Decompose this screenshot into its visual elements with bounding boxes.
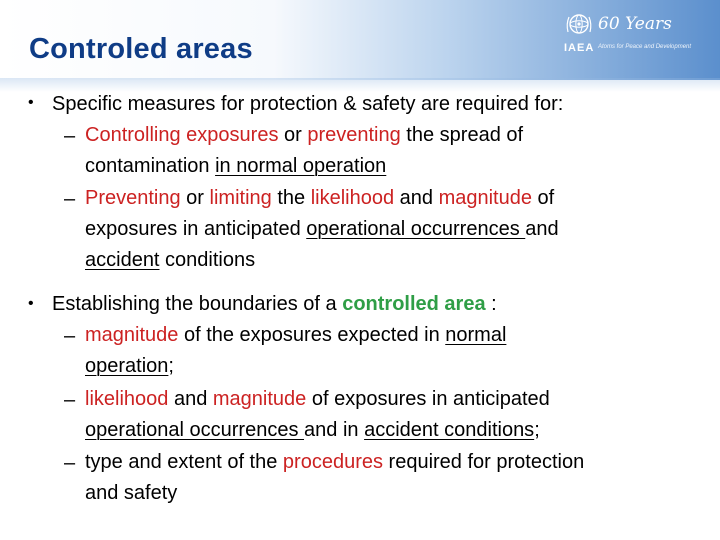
sub-2-3-phrase: and safety xyxy=(85,482,178,504)
sub-1-2-line-1 xyxy=(85,183,554,215)
bullet-2-phrase: : xyxy=(485,293,497,315)
sub-1-1-phrase: the spread of xyxy=(400,124,524,146)
sub-1-2-phrase: and xyxy=(525,218,559,240)
sub-2-1-line-2 xyxy=(85,351,174,383)
sub-1-1-phrase: contamination xyxy=(85,155,216,177)
slide-title: Controled areas xyxy=(29,33,253,65)
sub-2-3-phrase: type and extent of the xyxy=(85,451,283,473)
sub-1-2-phrase: exposures in anticipated xyxy=(85,218,307,240)
sub-1-2-phrase: conditions xyxy=(159,249,256,271)
sub-1-1-line-2 xyxy=(85,151,386,183)
sub-1-1-line-1 xyxy=(85,120,523,152)
sub-1-2-phrase: limiting xyxy=(209,187,272,209)
bullet-2-phrase: Establishing the boundaries of a xyxy=(52,293,343,315)
sub-1-2-phrase: accident xyxy=(85,249,160,271)
sub-1-2-phrase: operational occurrences xyxy=(306,218,526,240)
bullet-1-text: Specific measures for protection & safety are required for: xyxy=(52,93,564,115)
sub-1-2-phrase: the xyxy=(271,187,311,209)
sub-2-2-phrase: and in xyxy=(304,419,365,441)
sub-2-2-phrase: and xyxy=(168,388,213,410)
bullet-marker: • xyxy=(28,295,34,312)
dash-marker: – xyxy=(64,188,76,210)
sub-2-2-phrase: of exposures in anticipated xyxy=(306,388,550,410)
dash-marker: – xyxy=(64,389,76,411)
sub-2-1-phrase: magnitude xyxy=(85,324,179,346)
sub-2-3-line-2 xyxy=(85,478,177,510)
sub-1-2-phrase: likelihood xyxy=(310,187,395,209)
sub-2-3-phrase: required for protection xyxy=(382,451,585,473)
sub-2-3-line-1 xyxy=(85,447,584,479)
sub-2-2-phrase: likelihood xyxy=(85,388,169,410)
sub-2-2-line-2 xyxy=(85,415,540,447)
sub-2-1-phrase: operation xyxy=(85,355,169,377)
logo-years-text: 60 Years xyxy=(598,14,672,34)
sub-1-2-line-3 xyxy=(85,245,255,277)
sub-1-1-phrase: Controlling exposures xyxy=(85,124,279,146)
bullet-2-phrase: controlled area xyxy=(342,293,486,315)
sub-1-2-phrase: or xyxy=(180,187,210,209)
sub-1-2-phrase: magnitude xyxy=(438,187,532,209)
bullet-2-text xyxy=(52,288,497,320)
sub-1-1-phrase: or xyxy=(278,124,308,146)
sub-2-2-line-1 xyxy=(85,384,550,416)
logo-org-text: IAEA xyxy=(564,42,595,54)
sub-1-1-phrase: in normal operation xyxy=(215,155,387,177)
bullet-marker: • xyxy=(28,94,34,111)
sub-1-2-phrase: and xyxy=(394,187,439,209)
sub-1-1-phrase: preventing xyxy=(307,124,401,146)
sub-2-2-phrase: ; xyxy=(534,419,540,441)
sub-2-2-phrase: magnitude xyxy=(212,388,307,410)
sub-2-1-phrase: ; xyxy=(168,355,174,377)
sub-1-2-line-2 xyxy=(85,214,559,246)
logo-tagline: Atoms for Peace and Development xyxy=(598,44,692,50)
sub-1-2-phrase: Preventing xyxy=(85,187,181,209)
sub-2-3-phrase: procedures xyxy=(282,451,383,473)
sub-1-2-phrase: of xyxy=(531,187,555,209)
sub-2-1-line-1 xyxy=(85,320,506,352)
dash-marker: – xyxy=(64,452,76,474)
sub-2-1-phrase: of the exposures expected in xyxy=(178,324,446,346)
sub-2-1-phrase: normal xyxy=(445,324,507,346)
sub-2-2-phrase: accident conditions xyxy=(364,419,535,441)
dash-marker: – xyxy=(64,325,76,347)
dash-marker: – xyxy=(64,125,76,147)
sub-2-2-phrase: operational occurrences xyxy=(85,419,305,441)
